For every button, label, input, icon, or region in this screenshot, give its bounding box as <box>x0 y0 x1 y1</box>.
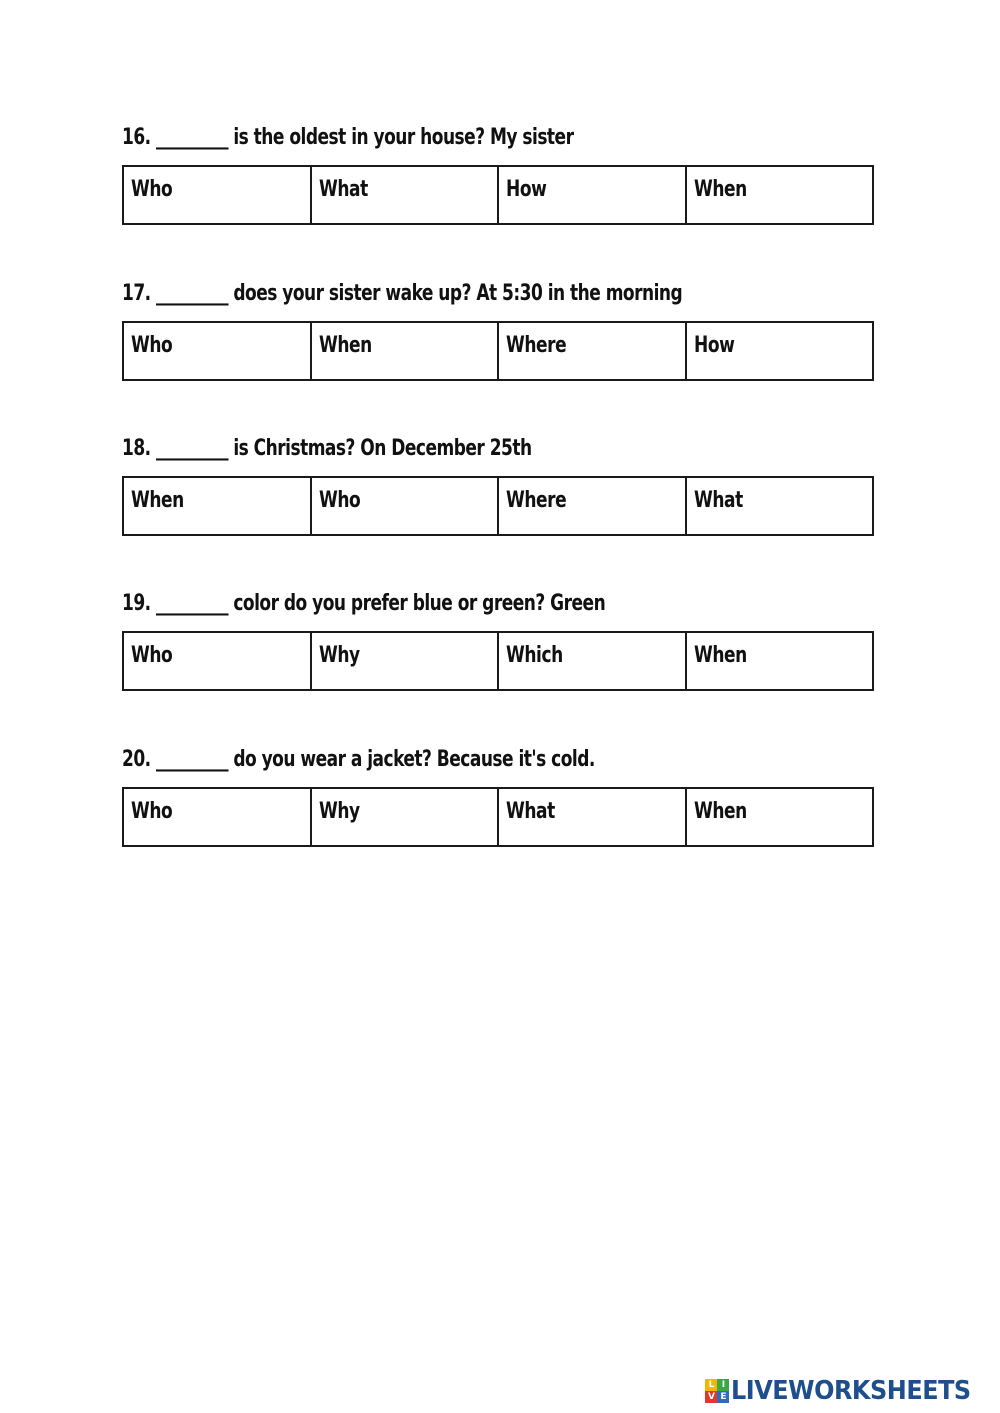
liveworksheets-logo <box>705 1373 992 1409</box>
question-text: 17. _________ does your sister wake up? At 5:30 in the morning <box>122 281 683 306</box>
logo-mark-letter: E <box>717 1391 729 1403</box>
option-label: Why <box>318 643 360 668</box>
option-label: Where <box>506 488 567 513</box>
question-text: 20. _________ do you wear a jacket? Because it's cold. <box>122 747 595 772</box>
option-label: What <box>693 488 743 513</box>
option-cell[interactable] <box>124 323 312 379</box>
option-cell[interactable] <box>312 633 500 689</box>
question-20 <box>122 745 874 847</box>
question-18 <box>122 434 874 536</box>
option-label: When <box>693 799 747 824</box>
option-label: How <box>506 177 547 202</box>
option-cell[interactable] <box>312 478 500 534</box>
question-text: 16. _________ is the oldest in your house? My sister <box>122 125 574 150</box>
option-cell[interactable] <box>499 789 687 845</box>
option-cell[interactable] <box>499 633 687 689</box>
option-label: When <box>693 643 747 668</box>
option-label: Who <box>131 799 173 824</box>
option-label: Who <box>318 488 360 513</box>
option-label: Who <box>131 177 173 202</box>
option-label: When <box>693 177 747 202</box>
option-label: Where <box>506 333 567 358</box>
option-cell[interactable] <box>124 633 312 689</box>
question-19 <box>122 589 874 691</box>
logo-mark-letter: V <box>705 1391 717 1403</box>
option-label: Who <box>131 643 173 668</box>
answer-options <box>122 787 874 847</box>
option-cell[interactable] <box>124 167 312 223</box>
logo-text: LIVEWORKSHEETS <box>731 1376 972 1406</box>
option-cell[interactable] <box>312 323 500 379</box>
option-label: When <box>318 333 372 358</box>
answer-options <box>122 476 874 536</box>
option-cell[interactable] <box>499 478 687 534</box>
question-16 <box>122 123 874 225</box>
option-label: What <box>506 799 555 824</box>
option-cell[interactable] <box>687 478 873 534</box>
answer-options <box>122 165 874 225</box>
option-cell[interactable] <box>687 323 873 379</box>
logo-mark-icon <box>705 1379 729 1403</box>
option-label: Why <box>318 799 360 824</box>
answer-options <box>122 631 874 691</box>
logo-mark-letter: L <box>705 1379 717 1391</box>
option-cell[interactable] <box>499 323 687 379</box>
logo-mark-letter: I <box>717 1379 729 1391</box>
option-label: Who <box>131 333 173 358</box>
option-cell[interactable] <box>312 167 500 223</box>
option-label: When <box>131 488 184 513</box>
option-cell[interactable] <box>687 167 873 223</box>
option-cell[interactable] <box>312 789 500 845</box>
option-cell[interactable] <box>124 478 312 534</box>
option-cell[interactable] <box>687 789 873 845</box>
option-cell[interactable] <box>687 633 873 689</box>
option-label: Which <box>506 643 563 668</box>
question-text: 18. _________ is Christmas? On December 25th <box>122 436 532 461</box>
answer-options <box>122 321 874 381</box>
option-label: What <box>318 177 368 202</box>
option-cell[interactable] <box>124 789 312 845</box>
option-label: How <box>693 333 734 358</box>
question-17 <box>122 279 874 381</box>
option-cell[interactable] <box>499 167 687 223</box>
question-text: 19. _________ color do you prefer blue or green? Green <box>122 591 606 616</box>
